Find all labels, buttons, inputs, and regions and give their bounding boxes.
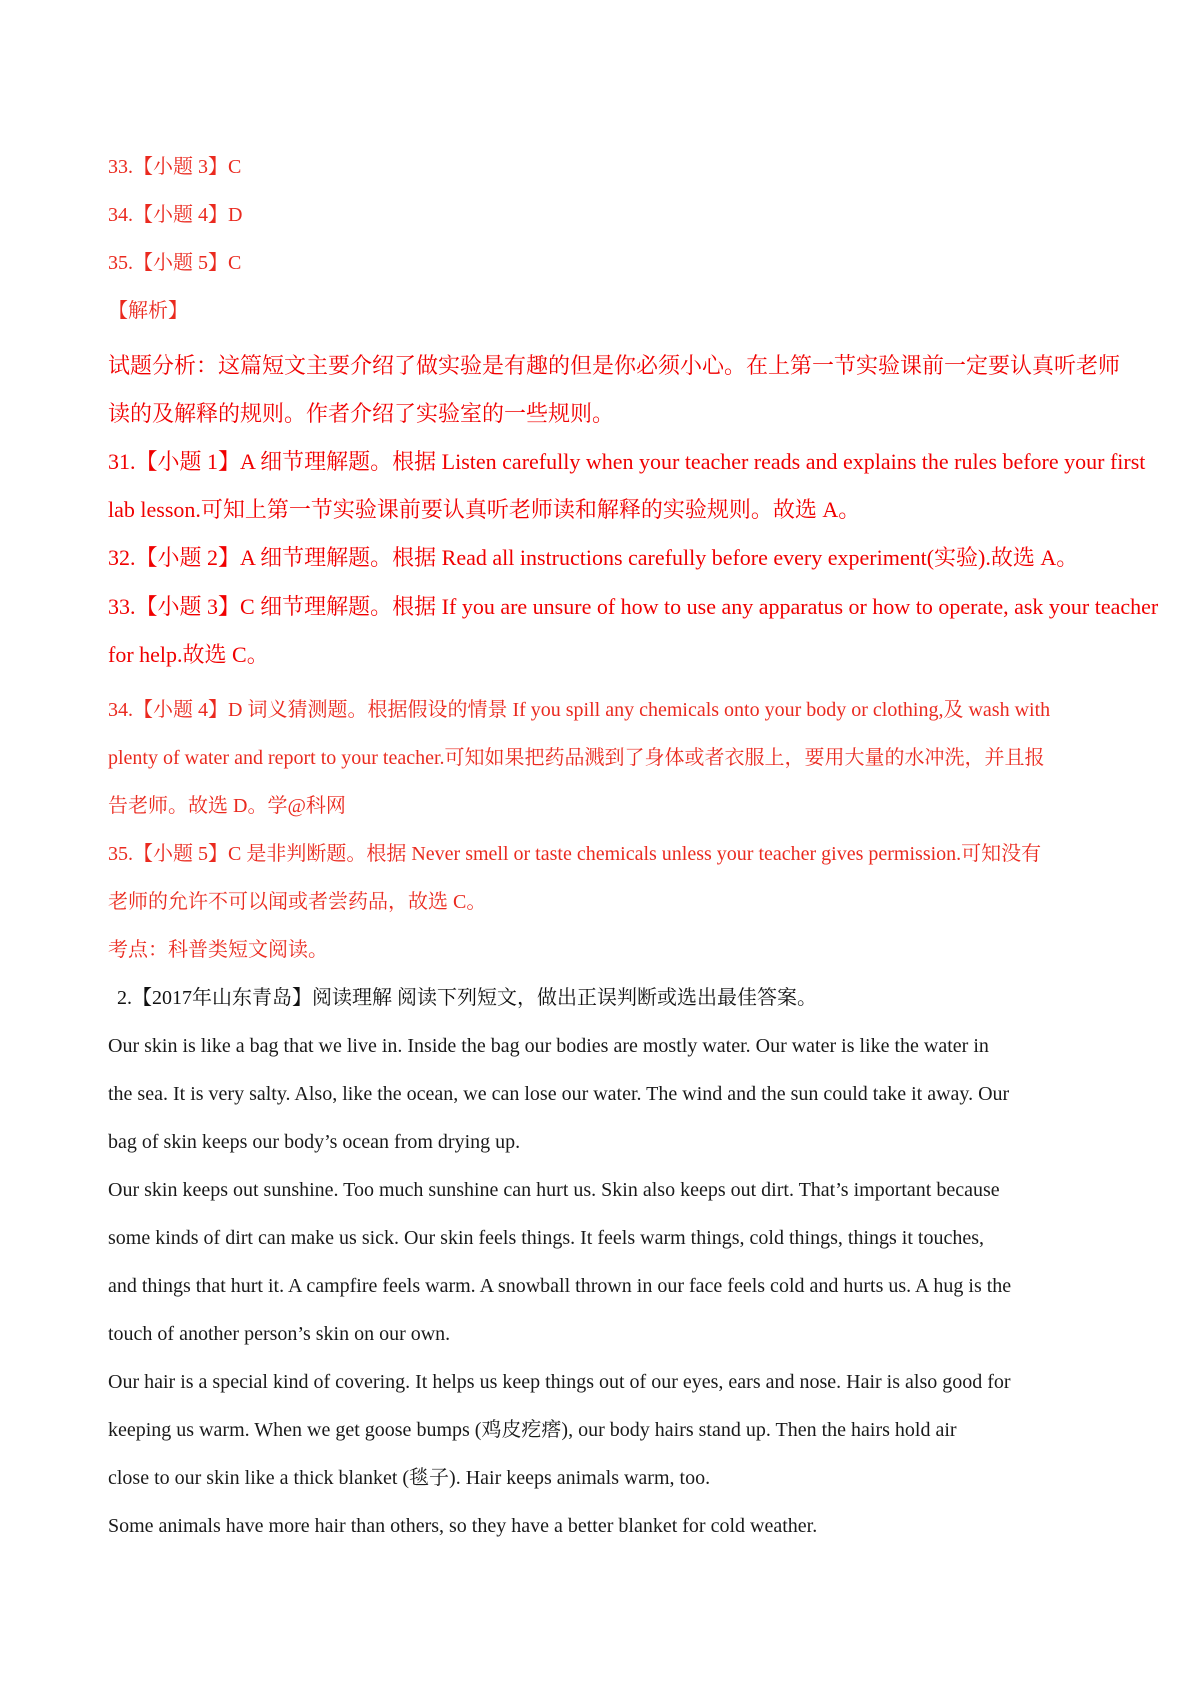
explanation-line: lab lesson.可知上第一节实验课前要认真听老师读和解释的实验规则。故选 A。	[108, 497, 861, 522]
passage-line: Our skin is like a bag that we live in. Inside the bag our bodies are mostly water. Our water is like the water in	[108, 1035, 989, 1057]
question-header: 2.【2017年山东青岛】阅读理解 阅读下列短文，做出正误判断或选出最佳答案。	[117, 987, 817, 1009]
passage-line: touch of another person’s skin on our own.	[108, 1323, 451, 1345]
answer-line: 33.【小题 3】C	[108, 156, 242, 178]
passage-line: Some animals have more hair than others, so they have a better blanket for cold weather.	[108, 1515, 818, 1537]
explanation-line: for help.故选 C。	[108, 642, 269, 667]
explanation-line: 告老师。故选 D。学@科网	[108, 795, 346, 817]
explanation-line: 32.【小题 2】A 细节理解题。根据 Read all instructions carefully before every experiment(实验).故选 A。	[108, 545, 1079, 570]
passage-line: keeping us warm. When we get goose bumps (鸡皮疙瘩), our body hairs stand up. Then the hairs hold air	[108, 1419, 957, 1441]
answer-line: 34.【小题 4】D	[108, 204, 243, 226]
answer-line: 35.【小题 5】C	[108, 252, 242, 274]
explanation-line: 31.【小题 1】A 细节理解题。根据 Listen carefully when your teacher reads and explains the rules before your first	[108, 449, 1146, 474]
passage-line: close to our skin like a thick blanket (毯子). Hair keeps animals warm, too.	[108, 1467, 711, 1489]
passage-line: Our hair is a special kind of covering. It helps us keep things out of our eyes, ears and nose. Hair is also good for	[108, 1371, 1011, 1393]
key-point-line: 考点：科普类短文阅读。	[108, 939, 328, 961]
explanation-line: plenty of water and report to your teacher.可知如果把药品溅到了身体或者衣服上，要用大量的水冲洗，并且报	[108, 747, 1045, 769]
passage-line: and things that hurt it. A campfire feels warm. A snowball thrown in our face feels cold and hurts us. A hug is the	[108, 1275, 1012, 1297]
explanation-line: 34.【小题 4】D 词义猜测题。根据假设的情景 If you spill any chemicals onto your body or clothing,及 wash with	[108, 699, 1051, 721]
explanation-line: 35.【小题 5】C 是非判断题。根据 Never smell or taste chemicals unless your teacher gives permission.可知没有	[108, 843, 1042, 865]
analysis-summary-line: 读的及解释的规则。作者介绍了实验室的一些规则。	[108, 401, 615, 426]
passage-line: Our skin keeps out sunshine. Too much sunshine can hurt us. Skin also keeps out dirt. That’s important because	[108, 1179, 1000, 1201]
explanation-line: 33.【小题 3】C 细节理解题。根据 If you are unsure of how to use any apparatus or how to operate, ask your teacher	[108, 594, 1159, 619]
passage-line: bag of skin keeps our body’s ocean from drying up.	[108, 1131, 521, 1153]
explanation-line: 老师的允许不可以闻或者尝药品，故选 C。	[108, 891, 487, 913]
passage-line: the sea. It is very salty. Also, like the ocean, we can lose our water. The wind and the sun could take it away. Our	[108, 1083, 1010, 1105]
analysis-heading: 【解析】	[108, 300, 188, 322]
analysis-summary-line: 试题分析：这篇短文主要介绍了做实验是有趣的但是你必须小心。在上第一节实验课前一定要认真听老师	[108, 353, 1121, 378]
passage-line: some kinds of dirt can make us sick. Our skin feels things. It feels warm things, cold things, things it touches,	[108, 1227, 984, 1249]
